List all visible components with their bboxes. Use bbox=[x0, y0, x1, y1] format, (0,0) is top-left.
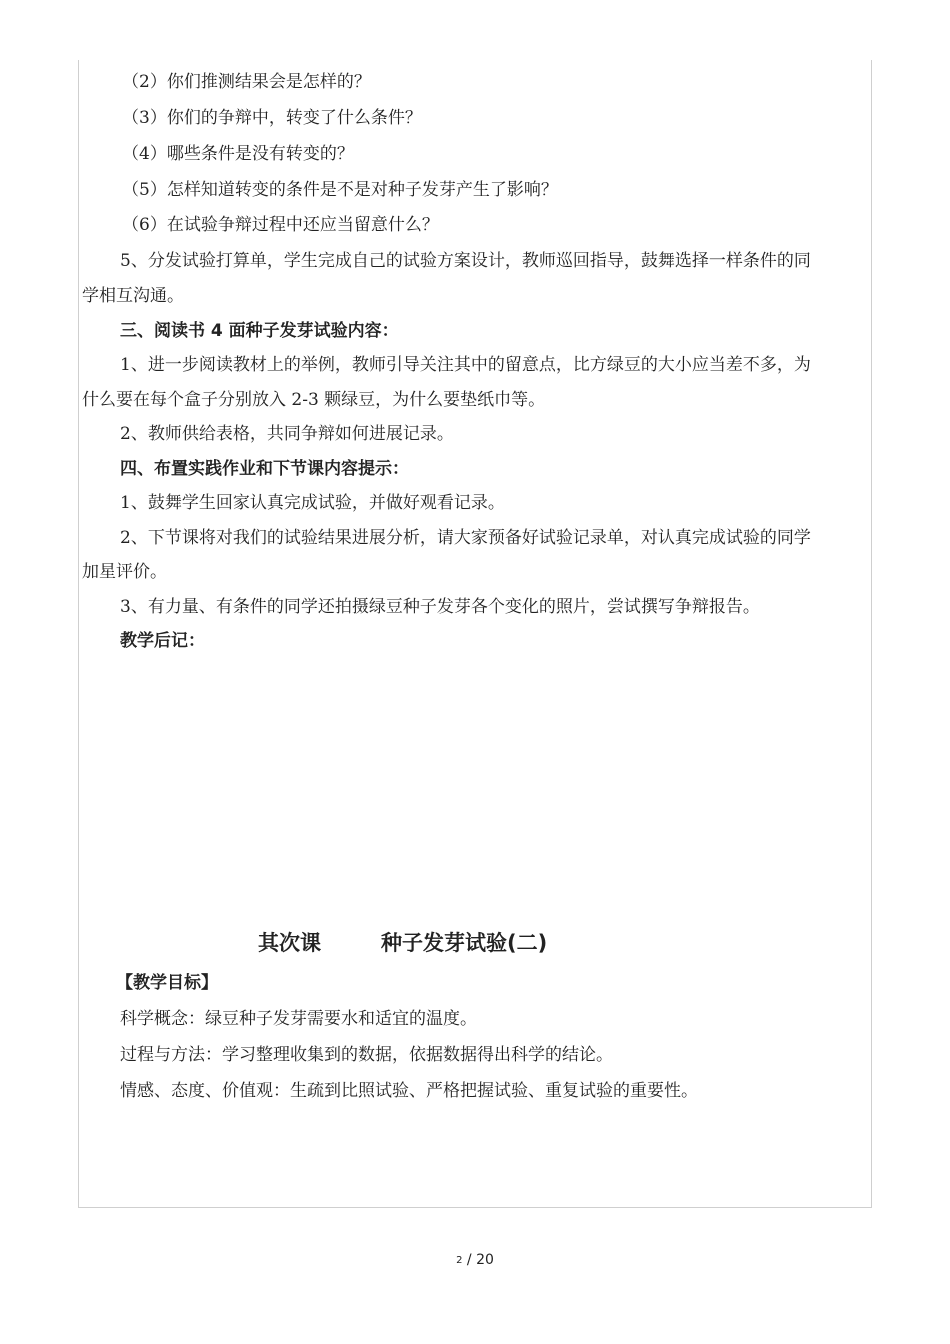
section-4-p2-line2: 加星评价。 bbox=[82, 562, 167, 582]
page-number: 2 bbox=[456, 1255, 463, 1266]
section-4-p1: 1、鼓舞学生回家认真完成试验，并做好观看记录。 bbox=[120, 493, 505, 513]
objective-process: 过程与方法：学习整理收集到的数据，依据数据得出科学的结论。 bbox=[120, 1045, 613, 1065]
lesson-title-number: 其次课 bbox=[258, 931, 321, 955]
section-3-p2: 2、教师供给表格，共同争辩如何进展记录。 bbox=[120, 424, 454, 444]
paragraph-5-line1: 5、分发试验打算单，学生完成自己的试验方案设计，教师巡回指导，鼓舞选择一样条件的同 bbox=[120, 251, 811, 271]
section-4-p3: 3、有力量、有条件的同学还拍摄绿豆种子发芽各个变化的照片，尝试撰写争辩报告。 bbox=[120, 597, 760, 617]
question-6: （6）在试验争辩过程中还应当留意什么？ bbox=[122, 215, 439, 235]
objective-emotion: 情感、态度、价值观：生疏到比照试验、严格把握试验、重复试验的重要性。 bbox=[120, 1081, 698, 1101]
section-4-p2-line1: 2、下节课将对我们的试验结果进展分析，请大家预备好试验记录单，对认真完成试验的同学 bbox=[120, 528, 811, 548]
section-3-p1-line1: 1、进一步阅读教材上的举例，教师引导关注其中的留意点，比方绿豆的大小应当差不多，为 bbox=[120, 355, 811, 375]
page-separator: / bbox=[462, 1252, 477, 1268]
question-4: （4）哪些条件是没有转变的？ bbox=[122, 144, 354, 164]
question-3: （3）你们的争辩中，转变了什么条件？ bbox=[122, 108, 422, 128]
postscript-heading: 教学后记： bbox=[120, 631, 205, 651]
section-3-heading: 三、阅读书 4 面种子发芽试验内容： bbox=[120, 321, 399, 341]
question-5: （5）怎样知道转变的条件是不是对种子发芽产生了影响？ bbox=[122, 180, 558, 200]
lesson-title-name: 种子发芽试验(二) bbox=[381, 931, 548, 955]
section-3-p1-line2: 什么要在每个盒子分别放入 2-3 颗绿豆，为什么要垫纸巾等。 bbox=[82, 390, 546, 410]
objectives-heading: 【教学目标】 bbox=[116, 973, 218, 993]
question-2: （2）你们推测结果会是怎样的？ bbox=[122, 72, 371, 92]
page-footer bbox=[0, 1250, 950, 1271]
objective-concept: 科学概念：绿豆种子发芽需要水和适宜的温度。 bbox=[120, 1009, 477, 1029]
paragraph-5-line2: 学相互沟通。 bbox=[82, 286, 184, 306]
section-4-heading: 四、布置实践作业和下节课内容提示： bbox=[120, 459, 409, 479]
page-total: 20 bbox=[476, 1252, 494, 1268]
